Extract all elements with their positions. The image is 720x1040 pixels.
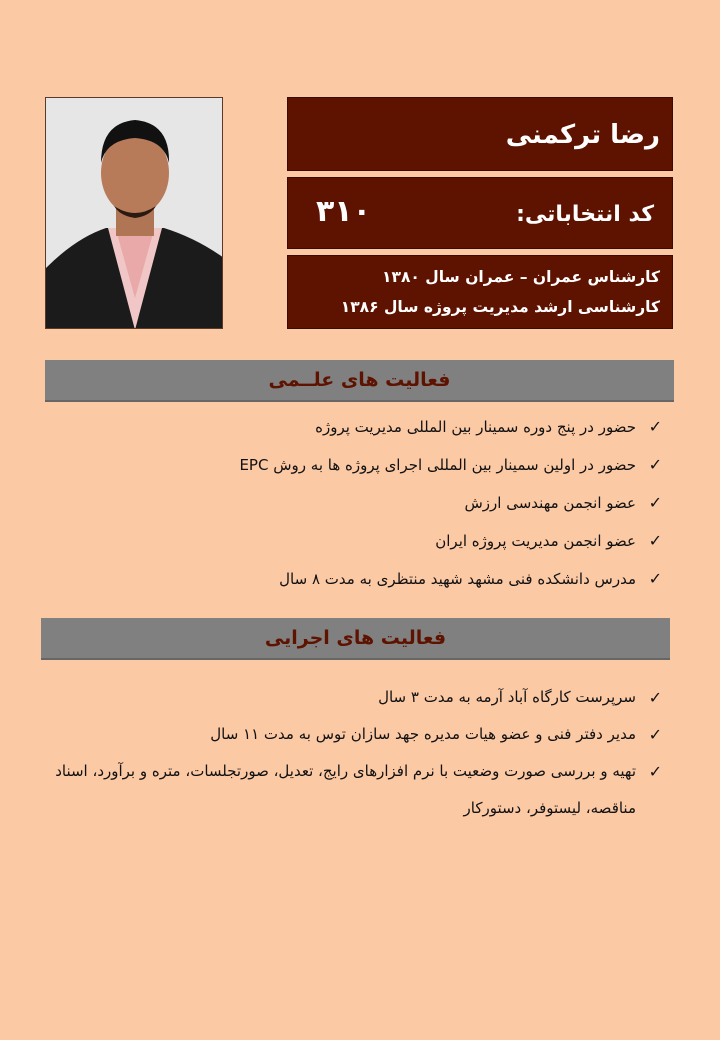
list-item-text: عضو انجمن مهندسی ارزش <box>464 494 636 512</box>
list-item-text: حضور در پنج دوره سمینار بین المللی مدیریت پروژه <box>315 418 636 436</box>
list-item-text: تهیه و بررسی صورت وضعیت با نرم افزارهای رایج، تعدیل، صورتجلسات، متره و برآورد، اسناد مناقصه، لیستوفر، دستورکار <box>55 762 636 817</box>
check-icon: ✓ <box>648 531 662 550</box>
list-item-text: مدیر دفتر فنی و عضو هیات مدیره جهد سازان توس به مدت ۱۱ سال <box>210 725 636 743</box>
check-icon: ✓ <box>648 569 662 588</box>
code-box <box>287 177 673 249</box>
candidate-name: رضا ترکمنی <box>505 120 660 150</box>
check-icon: ✓ <box>648 455 662 474</box>
list-item <box>62 414 662 452</box>
check-icon: ✓ <box>648 417 662 436</box>
executive-section-header <box>41 618 670 660</box>
list-item <box>42 753 662 827</box>
list-item <box>62 528 662 566</box>
code-value: ۳۱۰ <box>316 194 371 229</box>
list-item <box>62 452 662 490</box>
code-label: کد انتخاباتی: <box>516 202 654 227</box>
profile-photo <box>45 97 223 329</box>
list-item-text: حضور در اولین سمینار بین المللی اجرای پروژه ها به روش EPC <box>239 456 636 474</box>
degree-line: کارشناس عمران – عمران سال ۱۳۸۰ <box>382 268 660 286</box>
check-icon: ✓ <box>648 688 662 707</box>
check-icon: ✓ <box>648 762 662 781</box>
name-box <box>287 97 673 171</box>
list-item <box>42 679 662 716</box>
list-item-text: سرپرست کارگاه آباد آرمه به مدت ۳ سال <box>378 688 636 706</box>
section-title: فعالیت های علــمی <box>268 369 451 391</box>
list-item-text: عضو انجمن مدیریت پروژه ایران <box>435 532 636 550</box>
section-title: فعالیت های اجرایی <box>264 627 447 649</box>
scientific-list <box>62 414 662 604</box>
degree-box <box>287 255 673 329</box>
list-item-text: مدرس دانشکده فنی مشهد شهید منتظری به مدت ۸ سال <box>279 570 636 588</box>
scientific-section-header <box>45 360 674 402</box>
degree-line: کارشناسی ارشد مدیریت پروژه سال ۱۳۸۶ <box>340 298 660 316</box>
check-icon: ✓ <box>648 725 662 744</box>
list-item <box>62 490 662 528</box>
check-icon: ✓ <box>648 493 662 512</box>
executive-list <box>42 679 662 827</box>
list-item <box>62 566 662 604</box>
list-item <box>42 716 662 753</box>
